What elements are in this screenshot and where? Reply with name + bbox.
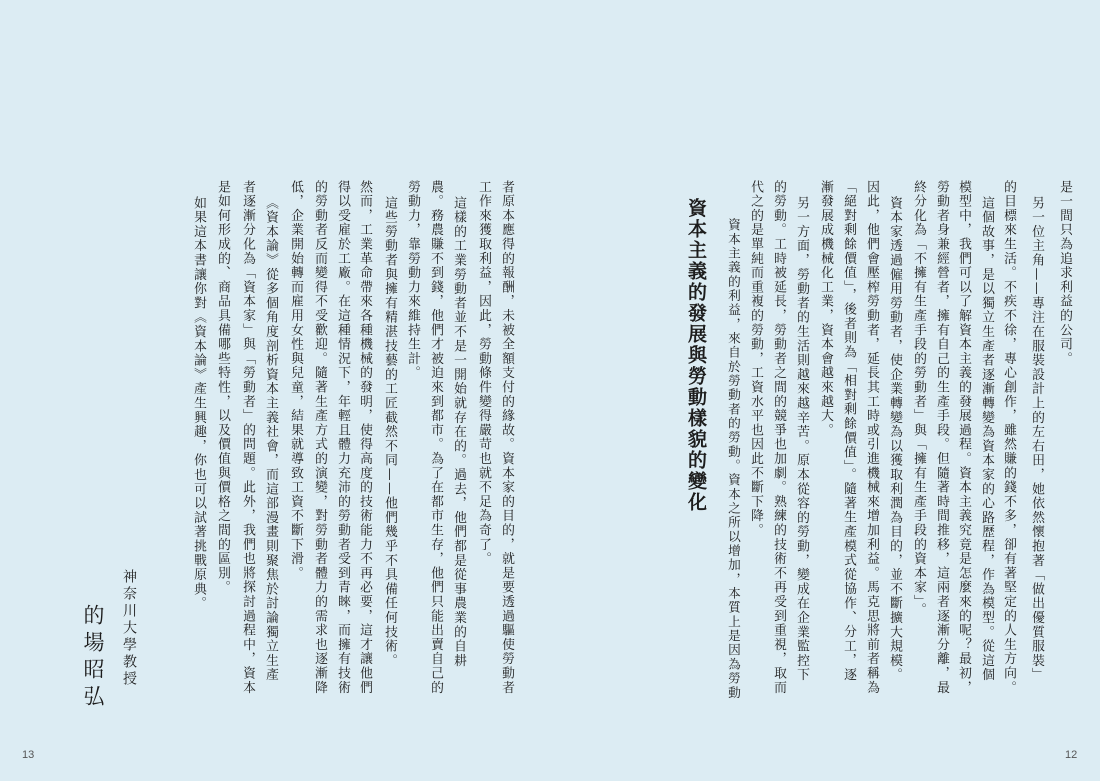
body-text-column: 「絕對剩餘價值」，後者則為「相對剩餘價值」。隨著生產模式從協作、分工，逐 [841, 180, 856, 682]
section-heading: 資本主義的發展與勞動樣貌的變化 [685, 198, 707, 513]
author-name: 的場昭弘 [81, 604, 105, 712]
body-text-column: 者逐漸分化為「資本家」與「勞動者」的問題。此外，我們也將探討過程中，資本 [240, 180, 255, 695]
body-text-column: 如果這本書讓你對《資本論》產生興趣，你也可以試著挑戰原典。 [191, 196, 206, 611]
body-text-column: 得以受雇於工廠。在這種情況下，年輕且體力充沛的勞動者受到青睞，而擁有技術 [335, 180, 350, 695]
body-text-column: 這些勞動者與擁有精湛技藝的工匠截然不同——他們幾乎不具備任何技術。 [382, 196, 397, 668]
body-text-column: 農。務農賺不到錢，他們才被迫來到都市。為了在都市生存，他們只能出賣自己的 [428, 180, 443, 695]
body-text-column: 漸發展成機械化工業，資本會越來越大。 [818, 180, 833, 438]
body-text-column: 是一間只為追求利益的公司。 [1057, 180, 1072, 366]
body-text-column: 這樣的工業勞動者並不是一開始就存在的。過去，他們都是從事農業的自耕 [451, 196, 466, 668]
body-text-column: 這個故事，是以獨立生產者逐漸轉變為資本家的心路歷程，作為模型。從這個 [979, 196, 994, 683]
body-text-column: 另一方面，勞動者的生活則越來越辛苦。原本從容的勞動，變成在企業監控下 [794, 196, 809, 683]
body-text-column: 資本家透過僱用勞動者，使企業轉變為以獲取利潤為目的，並不斷擴大規模。 [887, 196, 902, 683]
body-text-column: 另一位主角——專注在服裝設計上的左右田，她依然懷抱著「做出優質服裝」 [1029, 196, 1044, 683]
body-text-column: 然而，工業革命帶來各種機械的發明，使得高度的技術能力不再必要，這才讓他們 [357, 180, 372, 695]
body-text-column: 模型中，我們可以了解資本主義的發展過程。資本主義究竟是怎麼來的呢？最初， [956, 180, 971, 695]
body-text-column: 是如何形成的、商品具備哪些特性，以及價值與價格之間的區別。 [215, 180, 230, 595]
body-text-column: 工作來獲取利益，因此，勞動條件變得嚴苛也就不足為奇了。 [476, 180, 491, 567]
author-title: 神奈川大學教授 [121, 569, 137, 688]
page-number-left: 13 [22, 749, 35, 761]
body-text-column: 勞動力，靠勞動力來維持生計。 [405, 180, 420, 381]
body-text-column: 資本主義的利益，來自於勞動者的勞動。資本之所以增加，本質上是因為勞動 [726, 218, 741, 700]
body-text-column: 代之的是單純而重複的勞動，工資水平也因此不斷下降。 [748, 180, 763, 538]
body-text-column: 因此，他們會壓榨勞動者，延長其工時或引進機械來增加利益。馬克思將前者稱為 [864, 180, 879, 695]
body-text-column: 的目標來生活。不疾不徐，專心創作，雖然賺的錢不多，卻有著堅定的人生方向。 [1001, 180, 1016, 695]
body-text-column: 的勞動。工時被延長，勞動者之間的競爭也加劇。熟練的技術不再受到重視，取而 [771, 180, 786, 695]
body-text-column: 低，企業開始轉而雇用女性與兒童，結果就導致工資不斷下滑。 [288, 180, 303, 581]
page-number-right: 12 [1065, 749, 1078, 761]
body-text-column: 終分化為「不擁有生產手段的勞動者」與「擁有生產手段的資本家」。 [911, 180, 926, 617]
body-text-column: 的勞動者反而變得不受歡迎。隨著生產方式的演變，對勞動者體力的需求也逐漸降 [312, 180, 327, 695]
body-text-column: 勞動者身兼經營者，擁有自己的生產手段。但隨著時間推移，這兩者逐漸分離，最 [934, 180, 949, 695]
body-text-column: 者原本應得的報酬，未被全額支付的緣故。資本家的目的，就是要透過驅使勞動者 [499, 180, 514, 695]
body-text-column: 《資本論》從多個角度剖析資本主義社會，而這部漫畫則聚焦於討論獨立生產 [263, 196, 278, 683]
